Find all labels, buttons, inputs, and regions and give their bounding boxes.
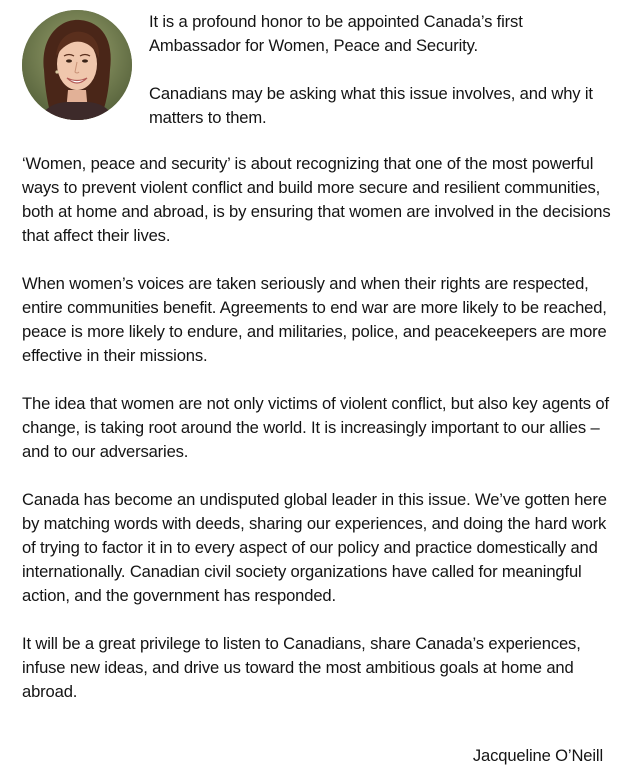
intro-paragraph: It is a profound honor to be appointed Canada’s first Ambassador for Women, Peace and Security. xyxy=(149,12,523,55)
question-paragraph: Canadians may be asking what this issue involves, and why it matters to them. xyxy=(149,84,593,127)
letter-body xyxy=(22,152,612,728)
body-paragraph: When women’s voices are taken seriously and when their rights are respected, entire communities benefit. Agreements to end war are more likely to be reached, peace is more likely to endure, and militaries, police, and peacekeepers are more effective in their missions. xyxy=(22,274,607,365)
author-portrait xyxy=(22,10,132,120)
author-signature: Jacqueline O’Neill xyxy=(472,746,603,765)
letter-header xyxy=(22,8,612,128)
body-paragraph: ‘Women, peace and security’ is about recognizing that one of the most powerful ways to prevent violent conflict and build more secure and resilient communities, both at home and abroad, is by ensuring that women are involved in the decisions that affect their lives. xyxy=(22,154,611,245)
header-text xyxy=(149,10,609,130)
portrait-image xyxy=(22,10,132,120)
body-paragraph: It will be a great privilege to listen to Canadians, share Canada’s experiences, infuse new ideas, and drive us toward the most ambitious goals at home and abroad. xyxy=(22,634,581,701)
body-paragraph: Canada has become an undisputed global leader in this issue. We’ve gotten here by matching words with deeds, sharing our experiences, and doing the hard work of trying to factor it in to every aspect of our policy and practice domestically and internationally. Canadian civil society organizations have called for meaningful action, and the government has responded. xyxy=(22,490,607,605)
body-paragraph: The idea that women are not only victims of violent conflict, but also key agents of change, is taking root around the world. It is increasingly important to our allies – and to our adversaries. xyxy=(22,394,609,461)
